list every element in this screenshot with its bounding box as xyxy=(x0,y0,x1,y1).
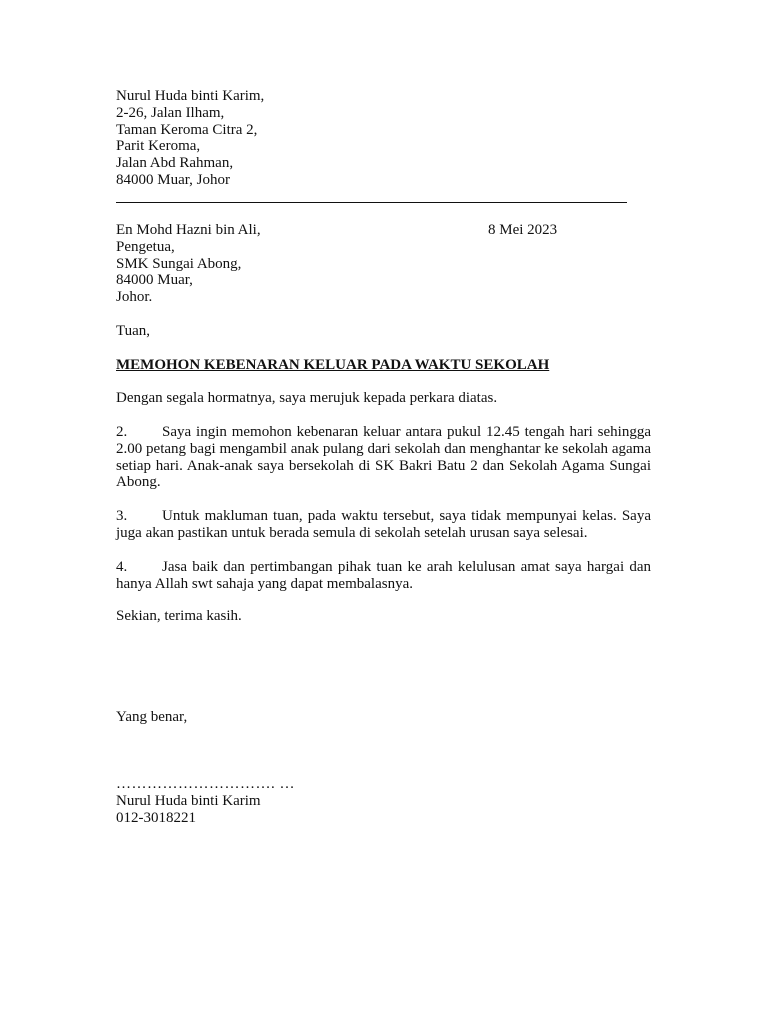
paragraph-4 xyxy=(116,559,651,593)
letter-subject: MEMOHON KEBENARAN KELUAR PADA WAKTU SEKOLAH xyxy=(116,357,550,373)
paragraph-3 xyxy=(116,508,651,542)
paragraph-text: Saya ingin memohon kebenaran keluar antara pukul 12.45 tengah hari sehingga 2.00 petang bagi mengambil anak pulang dari sekolah dan menghantar ke sekolah agama setiap hari. Anak-anak saya bersekolah di SK Bakri Batu 2 dan Sekolah Agama Sungai Abong. xyxy=(116,424,651,491)
recipient-line: 84000 Muar, xyxy=(116,272,193,289)
paragraph-number: 2. xyxy=(116,424,128,440)
signature-dotted-line: …………………………. … xyxy=(116,776,295,792)
closing-line: Sekian, terima kasih. xyxy=(116,608,242,624)
recipient-line: Johor. xyxy=(116,289,153,306)
recipient-address xyxy=(116,222,261,306)
recipient-line: Pengetua, xyxy=(116,238,175,255)
salutation: Tuan, xyxy=(116,323,151,339)
paragraph-2 xyxy=(116,424,651,491)
sender-line: Jalan Abd Rahman, xyxy=(116,155,234,172)
sender-address xyxy=(116,88,264,189)
signoff: Yang benar, xyxy=(116,709,188,725)
header-divider xyxy=(116,202,627,203)
recipient-line: En Mohd Hazni bin Ali, xyxy=(116,222,261,238)
paragraph-text: Untuk makluman tuan, pada waktu tersebut, saya tidak mempunyai kelas. Saya juga akan pastikan untuk berada semula di sekolah setelah urusan saya selesai. xyxy=(116,508,651,541)
sender-line: Nurul Huda binti Karim, xyxy=(116,88,265,104)
sender-line: Parit Keroma, xyxy=(116,138,201,155)
sender-line: Taman Keroma Citra 2, xyxy=(116,121,258,138)
paragraph-number: 3. xyxy=(116,508,128,524)
sender-line: 2-26, Jalan Ilham, xyxy=(116,104,225,121)
signer-phone: 012-3018221 xyxy=(116,809,196,826)
opening-line: Dengan segala hormatnya, saya merujuk kepada perkara diatas. xyxy=(116,390,498,406)
recipient-line: SMK Sungai Abong, xyxy=(116,255,242,272)
signer-name: Nurul Huda binti Karim xyxy=(116,792,261,809)
sender-line: 84000 Muar, Johor xyxy=(116,171,230,188)
letter-date: 8 Mei 2023 xyxy=(488,222,558,238)
paragraph-text: Jasa baik dan pertimbangan pihak tuan ke arah kelulusan amat saya hargai dan hanya Allah swt sahaja yang dapat membalasnya. xyxy=(116,559,651,592)
signature-block xyxy=(116,776,295,826)
paragraph-number: 4. xyxy=(116,559,128,575)
